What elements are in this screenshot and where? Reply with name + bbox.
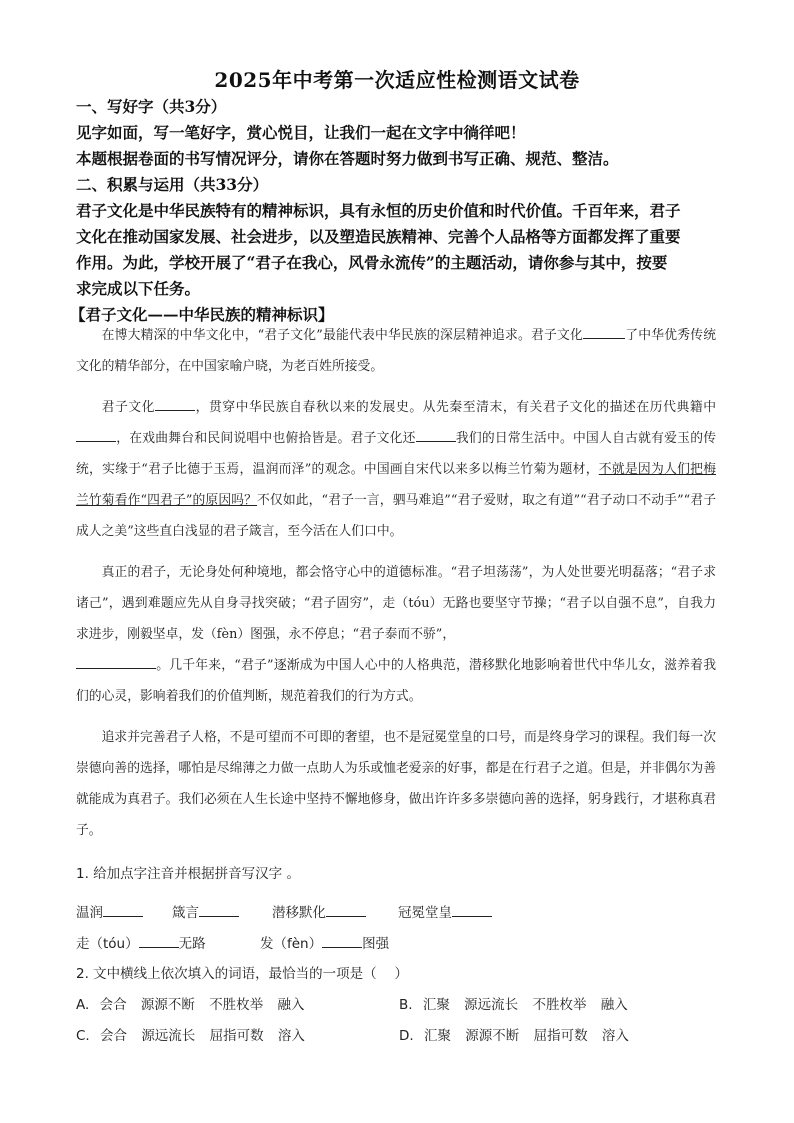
section-2-subheading: 【君子文化——中华民族的精神标识】 <box>70 305 334 324</box>
answer-blank-3[interactable] <box>76 427 116 442</box>
answer-blank-4[interactable] <box>416 427 456 442</box>
question-2-options-row-2 <box>76 1024 726 1044</box>
pinyin-blank-2[interactable] <box>199 902 239 917</box>
option-b[interactable]: B. 汇聚 源远流长 不胜枚举 融入 <box>399 997 628 1013</box>
option-a[interactable]: A. 会合 源源不断 不胜枚举 融入 <box>76 997 305 1013</box>
section-2-intro-2: 文化在推动国家发展、社会进步，以及塑造民族精神、完善个人品格等方面都发挥了重要 <box>76 227 681 246</box>
option-d[interactable]: D. 汇聚 源源不断 屈指可数 溶入 <box>399 1028 629 1044</box>
section-2-intro-3: 作用。为此，学校开展了“君子在我心，风骨永流传”的主题活动，请你参与其中，按要 <box>76 253 668 272</box>
passage-paragraph-3: 真正的君子，无论身处何种境地，都会恪守心中的道德标准。“君子坦荡荡”，为人处世要光明磊落；“君子求诸己”，遇到难题应先从自身寻找突破；“君子固穷”，走（tóu）无路也要坚守节操；“君子以自强不息”，自我力求进步，刚毅坚卓，发（fèn）图强，永不停息；“君子泰而不骄”， 。几千年来，“君子”逐渐成为中国人心中的人格典范，潜移默化地影响着世代中华儿女，滋养着我们的心灵，影响着我们的价值判断，规范着我们的行为方式。 <box>76 565 716 704</box>
passage-paragraph-2: 君子文化 ，贯穿中华民族自春秋以来的发展史。从先秦至清末，有关君子文化的描述在历代典籍中，在戏曲舞台和民间说唱中也俯拾皆是。君子文化还 我们的日常生活中。中国人自古就有爱玉的传统，实缘于“君子比德于玉焉，温润而泽”的观念。中国画自宋代以来多以梅兰竹菊为题材，不就是因为人们把梅兰竹菊看作“四君子”的原因吗？不仅如此，“君子一言，驷马难追”“君子爱财，取之有道”“君子动口不动手”“君子成人之美”这些直白浅显的君子箴言，至今活在人们口中。 <box>76 392 716 547</box>
question-1-row-1 <box>76 901 726 921</box>
term-3: 潜移默化 <box>272 905 326 921</box>
section-1-line-2: 本题根据卷面的书写情况评分，请你在答题时努力做到书写正确、规范、整洁。 <box>76 149 619 168</box>
answer-blank-2[interactable] <box>155 396 195 411</box>
section-1-heading: 一、写好字（共3分） <box>76 97 227 116</box>
term-1: 温润 <box>76 905 103 921</box>
section-1 <box>70 94 716 328</box>
passage-paragraph-4: 追求并完善君子人格，不是可望而不可即的奢望，也不是冠冕堂皇的口号，而是终身学习的课程。我们每一次崇德向善的选择，哪怕是尽绵薄之力做一点助人为乐或恤老爱亲的好事，都是在行君子之道。但是，并非偶尔为善就能成为真君子。我们必须在人生长途中坚持不懈地修身，做出许许多多崇德向善的选择，躬身践行，才堪称真君子。 <box>76 730 716 838</box>
answer-blank-5[interactable] <box>76 654 156 669</box>
section-2-heading: 二、积累与运用（共33分） <box>76 175 269 194</box>
hanzi-blank-1[interactable] <box>139 933 179 948</box>
hanzi-blank-2[interactable] <box>322 933 362 948</box>
term-2: 箴言 <box>172 905 199 921</box>
question-1-prompt: 1. 给加点字注音并根据拼音写汉字 。 <box>76 866 300 882</box>
section-2-intro-4: 求完成以下任务。 <box>76 279 201 298</box>
question-1-row-2: 走（tóu） 无路 发（fèn） 图强 <box>76 932 726 952</box>
pinyin-blank-4[interactable] <box>452 902 492 917</box>
reading-passage <box>76 320 716 846</box>
section-1-line-1: 见字如面，写一笔好字，赏心悦目，让我们一起在文字中徜徉吧！ <box>76 123 526 142</box>
question-2-prompt: 2. 文中横线上依次填入的词语，最恰当的一项是（ ） <box>76 966 408 982</box>
answer-blank-1[interactable] <box>583 324 625 339</box>
term-4: 冠冕堂皇 <box>398 905 452 921</box>
underlined-sentence: 不就是因为人们把梅兰竹菊看作“四君子”的原因吗？ <box>76 462 717 508</box>
option-c[interactable]: C. 会合 源远流长 屈指可数 溶入 <box>76 1028 305 1044</box>
question-2-options-row-1 <box>76 993 726 1013</box>
pinyin-blank-3[interactable] <box>326 902 366 917</box>
passage-paragraph-1: 在博大精深的中华文化中，“君子文化”最能代表中华民族的深层精神追求。君子文化 了中华优秀传统文化的精华部分，在中国家喻户晓，为老百姓所接受。 <box>76 320 716 382</box>
section-2-intro-1: 君子文化是中华民族特有的精神标识，具有永恒的历史价值和时代价值。千百年来，君子 <box>76 201 681 220</box>
pinyin-blank-1[interactable] <box>103 902 143 917</box>
exam-title: 2025年中考第一次适应性检测语文试卷 <box>214 68 580 92</box>
